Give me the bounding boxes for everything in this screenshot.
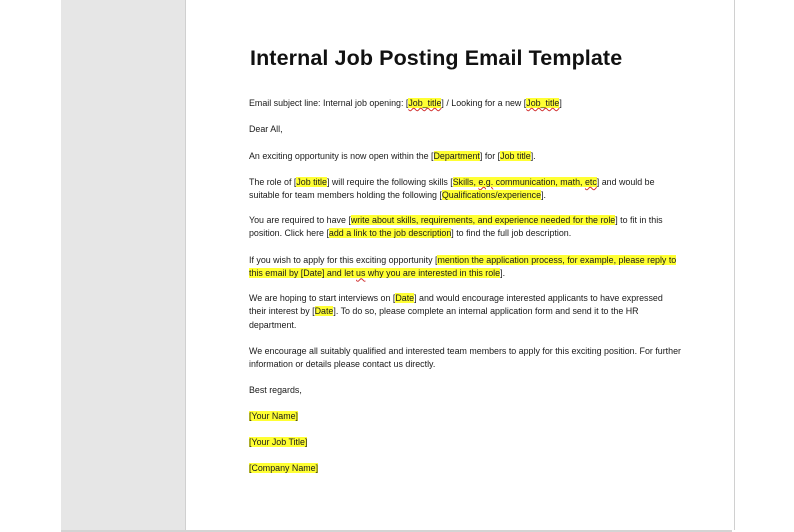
paragraph-encourage: We encourage all suitably qualified and interested team members to apply for this exciting position. For further information or details please contact us directly. <box>249 346 681 370</box>
placeholder-your-name: [Your Name] <box>249 411 299 421</box>
text-run: communication, math, <box>493 177 585 187</box>
text-run: Skills, <box>452 177 479 187</box>
paragraph-opportunity <box>249 150 681 163</box>
document-title: Internal Job Posting Email Template <box>250 46 623 70</box>
document-page[interactable] <box>185 0 735 530</box>
text-run: why you are interested in this role <box>365 268 501 279</box>
signature-name <box>249 410 681 423</box>
text-run: e.g. <box>478 177 494 187</box>
text-run: If you wish to apply for this exciting opportunity [ <box>249 255 438 265</box>
signature-company <box>249 462 681 475</box>
text-run: ] will require the following skills [ <box>326 177 453 187</box>
text-run: ]. <box>530 151 536 161</box>
text-run: etc <box>584 177 597 187</box>
signature-job-title <box>249 436 681 449</box>
text-run: ] <box>559 98 562 108</box>
placeholder-job-title: Job title <box>500 151 531 161</box>
placeholder-skills <box>453 177 597 187</box>
document-viewer-background <box>61 0 732 532</box>
text-run: ] and would be suitable for team members holding the following [ <box>249 177 655 201</box>
placeholder-date: Date <box>395 293 415 303</box>
placeholder-department: Department <box>433 151 480 161</box>
text-run: mention the application process, for example, please reply to this email by [Date] and let <box>249 255 677 279</box>
placeholder-requirements: write about skills, requirements, and experience needed for the role <box>350 215 616 225</box>
text-run: ] / Looking for a new [ <box>441 98 527 108</box>
placeholder-job-title: Job title <box>296 177 327 187</box>
text-run: ] and would encourage interested applicants to have expressed their interest by [ <box>249 293 663 317</box>
text-run: ] to fit in this position. Click here [ <box>249 215 663 239</box>
placeholder-your-job-title: [Your Job Title] <box>249 437 308 447</box>
placeholder-job-title: Job_title <box>408 98 442 108</box>
text-run: ]. <box>500 268 506 279</box>
paragraph-role <box>249 176 681 203</box>
text-run: You are required to have [ <box>249 215 351 225</box>
closing: Best regards, <box>249 385 302 395</box>
text-run: ]. To do so, please complete an internal application form and send it to the HR department. <box>249 306 639 330</box>
text-run: The role of [ <box>249 177 297 187</box>
text-run: ] for [ <box>479 151 501 161</box>
text-run: We are hoping to start interviews on [ <box>249 293 396 303</box>
text-run: Email subject line: Internal job opening: [ <box>249 98 409 108</box>
placeholder-job-description-link: add a link to the job description <box>328 228 452 239</box>
greeting: Dear All, <box>249 124 283 134</box>
placeholder-qualifications: Qualifications/experience <box>441 190 542 201</box>
paragraph-apply <box>249 254 681 281</box>
placeholder-company-name: [Company Name] <box>249 463 319 473</box>
paragraph-requirements <box>249 214 681 241</box>
placeholder-date: Date <box>314 306 334 317</box>
text-run: ]. <box>541 190 546 201</box>
text-run: ] to find the full job description. <box>451 228 572 239</box>
placeholder-job-title: Job_title <box>526 98 560 108</box>
subject-line <box>249 97 681 110</box>
paragraph-interviews <box>249 292 681 332</box>
text-run: An exciting opportunity is now open within the [ <box>249 151 434 161</box>
text-run: us <box>356 268 366 279</box>
